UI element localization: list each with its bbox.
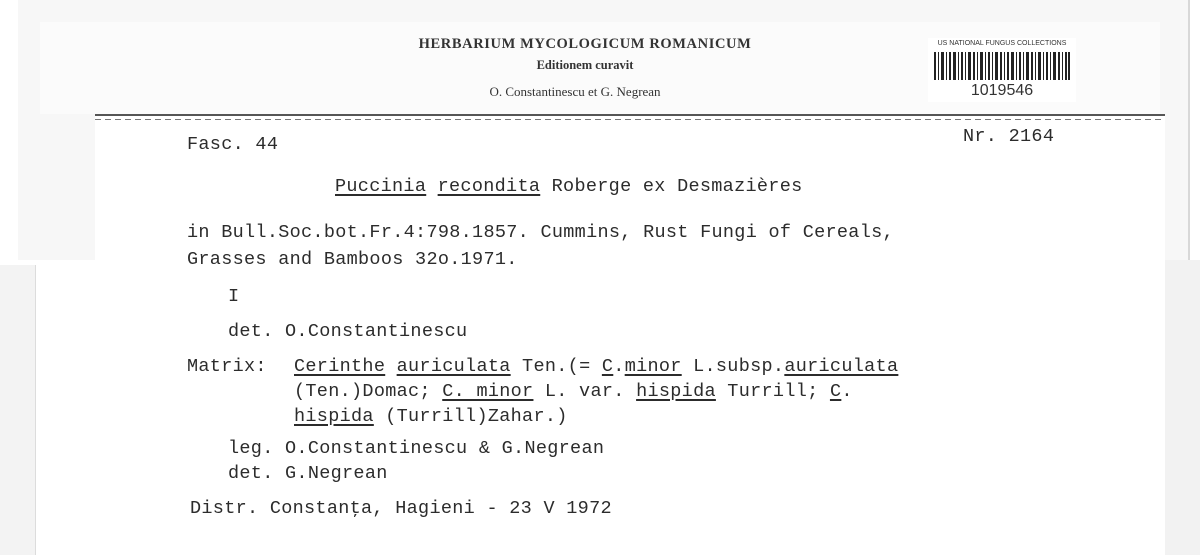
taxon-authority: Roberge ex Desmazières xyxy=(551,176,803,197)
matrix-text: L. var. xyxy=(533,381,637,402)
matrix-text: Turrill; xyxy=(715,381,830,402)
specimen-label xyxy=(95,114,1165,557)
host-minor: minor xyxy=(624,356,682,377)
taxon-epithet: recondita xyxy=(437,176,541,197)
determiner-2: det. G.Negrean xyxy=(228,463,388,484)
host-hispida: hispida xyxy=(294,406,374,427)
matrix-text: L.subsp. xyxy=(681,356,785,377)
locality-date: Distr. Constanţa, Hagieni - 23 V 1972 xyxy=(190,498,612,519)
matrix-line-2 xyxy=(294,381,853,402)
herbarium-header xyxy=(40,22,1160,114)
barcode-number: 1019546 xyxy=(970,82,1034,99)
spore-stage: I xyxy=(228,286,240,307)
matrix-text: Ten.(= xyxy=(510,356,602,377)
fascicle: Fasc. 44 xyxy=(187,134,279,155)
determiner-1: det. O.Constantinescu xyxy=(228,321,468,342)
taxon-genus: Puccinia xyxy=(335,176,427,197)
host-species: auriculata xyxy=(396,356,511,377)
host-abbrev: C xyxy=(829,381,842,402)
barcode-caption: US NATIONAL FUNGUS COLLECTIONS xyxy=(937,40,1067,47)
left-sheet-edge xyxy=(0,265,36,555)
barcode-label xyxy=(928,38,1076,102)
specimen-number: Nr. 2164 xyxy=(963,126,1055,147)
matrix-text: . xyxy=(841,381,853,402)
matrix-text: (Ten.)Domac; xyxy=(294,381,443,402)
citation-line-1: in Bull.Soc.bot.Fr.4:798.1857. Cummins, Rust Fungi of Cereals, xyxy=(187,222,894,243)
host-genus: Cerinthe xyxy=(294,356,386,377)
host-var: hispida xyxy=(636,381,716,402)
matrix-text: . xyxy=(613,356,625,377)
host-abbrev: C xyxy=(601,356,614,377)
matrix-line-1 xyxy=(294,356,898,377)
taxon-name xyxy=(335,176,803,197)
matrix-line-3 xyxy=(294,406,568,427)
matrix-text: (Turrill)Zahar.) xyxy=(373,406,568,427)
host-c-minor: C. minor xyxy=(442,381,534,402)
matrix-label: Matrix: xyxy=(187,356,267,377)
barcode-icon xyxy=(934,52,1070,80)
editors-line: O. Constantinescu et G. Negrean xyxy=(489,84,661,99)
editorial-note: Editionem curavit xyxy=(536,58,634,72)
herbarium-title: HERBARIUM MYCOLOGICUM ROMANICUM xyxy=(418,36,752,52)
right-sheet-edge xyxy=(1159,260,1200,555)
citation-line-2: Grasses and Bamboos 32o.1971. xyxy=(187,249,518,270)
host-subsp: auriculata xyxy=(784,356,899,377)
collectors: leg. O.Constantinescu & G.Negrean xyxy=(228,438,605,459)
